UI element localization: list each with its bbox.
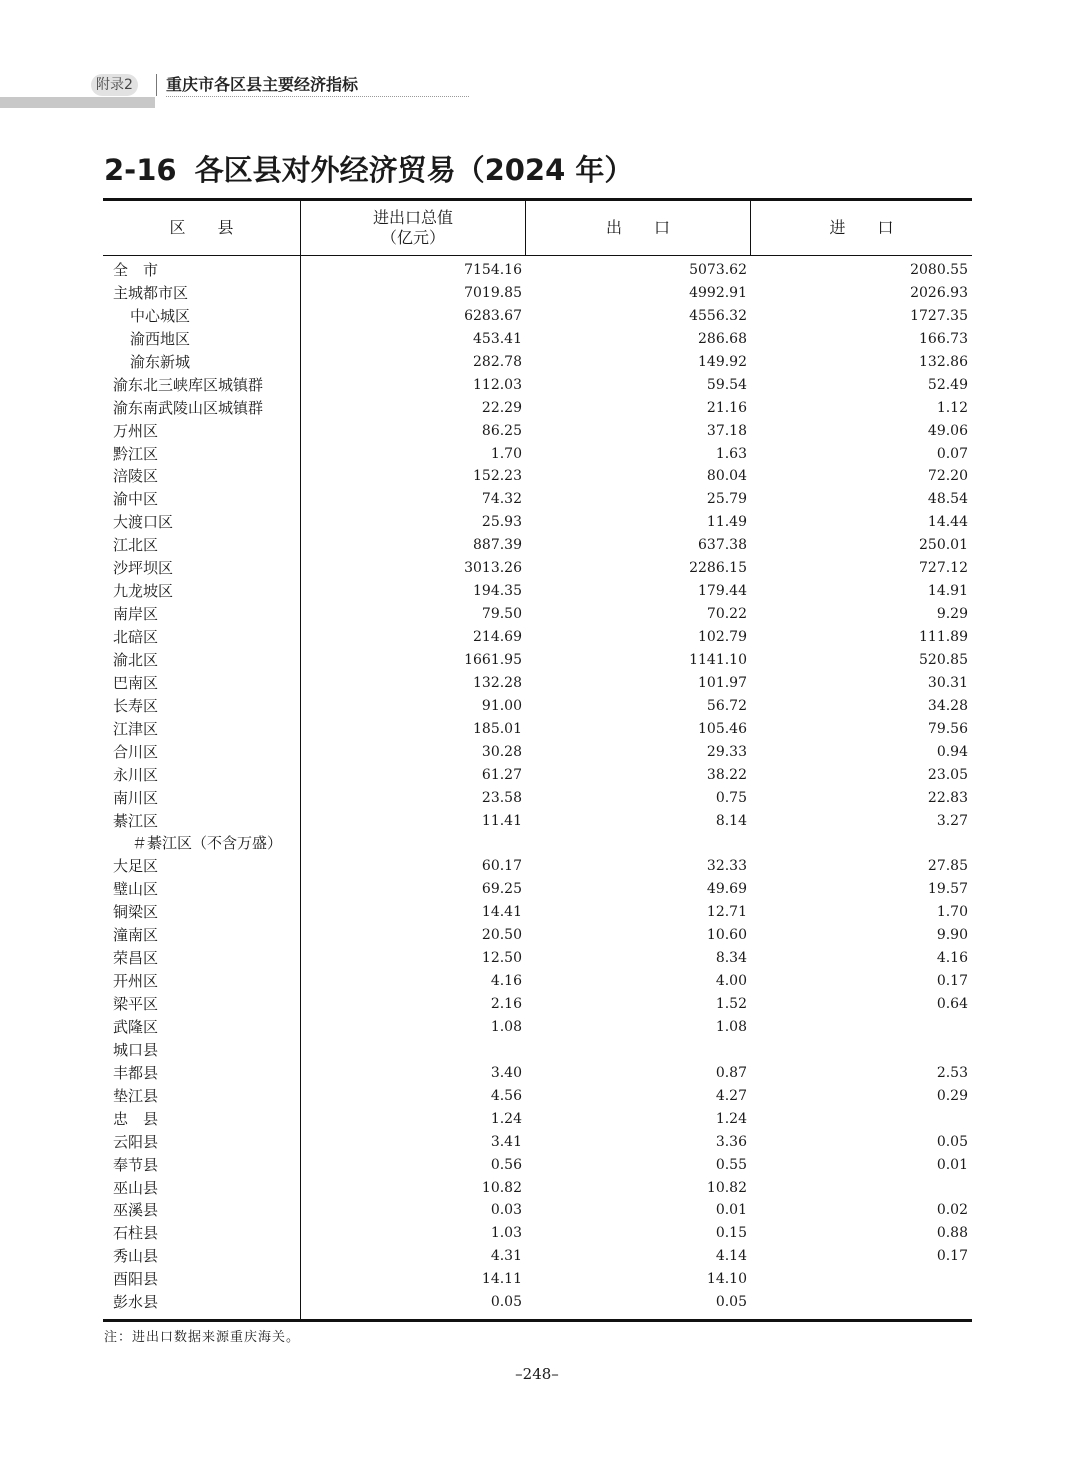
table-row xyxy=(301,511,972,534)
export-value: 149.92 xyxy=(698,353,747,370)
total-value: 132.28 xyxy=(473,674,522,691)
total-value: 112.03 xyxy=(473,376,522,393)
value-rows xyxy=(301,256,972,1319)
table-row xyxy=(301,1085,972,1108)
district-name: 垫江县 xyxy=(113,1086,159,1105)
page-number: –248– xyxy=(515,1365,559,1383)
total-value: 60.17 xyxy=(481,858,522,875)
total-value: 1.70 xyxy=(490,445,522,462)
district-name: 开州区 xyxy=(113,972,159,991)
import-value: 0.02 xyxy=(936,1202,968,1219)
export-value: 0.75 xyxy=(715,789,747,806)
total-value: 20.50 xyxy=(481,927,522,944)
appendix-badge: 附录2 xyxy=(91,74,138,96)
export-value: 10.60 xyxy=(706,927,747,944)
total-value: 194.35 xyxy=(473,583,522,600)
export-value: 286.68 xyxy=(698,330,747,347)
export-value: 21.16 xyxy=(706,399,747,416)
district-name: 南岸区 xyxy=(113,605,159,624)
import-value: 1.70 xyxy=(936,904,968,921)
total-value: 0.05 xyxy=(490,1294,522,1311)
total-value: 214.69 xyxy=(473,629,522,645)
export-value: 4.27 xyxy=(715,1087,747,1104)
table-row xyxy=(301,1131,972,1154)
total-value: 3.40 xyxy=(490,1064,522,1081)
import-value: 9.29 xyxy=(936,606,968,623)
table-row xyxy=(301,810,972,833)
total-value: 282.78 xyxy=(473,353,522,370)
export-value: 56.72 xyxy=(706,697,747,714)
import-value: 0.01 xyxy=(936,1156,968,1173)
export-value: 1.08 xyxy=(715,1018,747,1035)
table-row xyxy=(301,443,972,466)
import-value: 0.29 xyxy=(936,1087,968,1104)
table-row xyxy=(301,947,972,970)
export-value: 1.24 xyxy=(715,1110,747,1127)
district-name: 渝北区 xyxy=(113,650,159,669)
total-value: 23.58 xyxy=(481,789,522,806)
trade-table xyxy=(103,198,972,1322)
district-name: 中心城区 xyxy=(130,306,191,325)
table-row xyxy=(301,1039,972,1062)
total-value: 6283.67 xyxy=(464,307,522,324)
import-value: 166.73 xyxy=(919,330,968,347)
import-value: 3.27 xyxy=(936,812,968,829)
export-value: 10.82 xyxy=(706,1179,747,1196)
export-value: 4.14 xyxy=(715,1248,747,1265)
table-row xyxy=(301,832,972,855)
district-name: 武隆区 xyxy=(113,1017,159,1036)
export-value: 29.33 xyxy=(706,743,747,760)
table-header xyxy=(103,201,972,256)
table-row xyxy=(301,1062,972,1085)
table-row xyxy=(301,855,972,878)
table-bottom-rule xyxy=(103,1319,972,1322)
district-name: 全 市 xyxy=(113,261,159,279)
table-row xyxy=(301,1177,972,1200)
export-value: 11.49 xyxy=(706,514,747,531)
total-value: 1.24 xyxy=(490,1110,522,1127)
export-value: 4992.91 xyxy=(689,284,747,301)
total-value: 25.93 xyxy=(481,514,522,531)
export-value: 3.36 xyxy=(715,1133,747,1150)
district-name: 涪陵区 xyxy=(113,467,159,486)
table-row xyxy=(301,328,972,351)
table-row xyxy=(301,718,972,741)
export-value: 1.52 xyxy=(715,996,747,1012)
district-name: 忠 县 xyxy=(113,1109,159,1128)
export-value: 70.22 xyxy=(706,606,747,623)
import-value: 34.28 xyxy=(927,697,968,714)
table-body xyxy=(103,256,972,1319)
header-dotted-rule xyxy=(166,96,469,97)
table-row xyxy=(301,1268,972,1291)
export-value: 1.63 xyxy=(715,445,747,462)
table-row xyxy=(301,397,972,420)
table-row xyxy=(301,374,972,397)
total-value: 2.16 xyxy=(490,996,522,1012)
table-row xyxy=(301,420,972,443)
total-value: 30.28 xyxy=(481,743,522,760)
export-value: 25.79 xyxy=(706,491,747,508)
total-value: 1.03 xyxy=(490,1225,522,1242)
total-value: 7154.16 xyxy=(464,262,522,278)
district-name: 巴南区 xyxy=(113,673,159,692)
table-row xyxy=(301,741,972,764)
col-header-total-label: 进出口总值 xyxy=(372,208,453,227)
col-header-total xyxy=(301,201,526,255)
district-name: 潼南区 xyxy=(113,926,159,945)
district-name: 永川区 xyxy=(113,765,159,784)
district-name: 北碚区 xyxy=(113,628,159,646)
export-value: 12.71 xyxy=(706,904,747,921)
table-row xyxy=(301,603,972,626)
export-value: 179.44 xyxy=(698,583,747,600)
total-value: 69.25 xyxy=(481,881,522,898)
export-value: 59.54 xyxy=(706,376,747,393)
total-value: 1.08 xyxy=(490,1018,522,1035)
district-name: 沙坪坝区 xyxy=(113,559,174,578)
import-value: 111.89 xyxy=(919,629,968,645)
export-value: 80.04 xyxy=(706,468,747,485)
import-value: 0.05 xyxy=(936,1133,968,1150)
district-name: 黔江区 xyxy=(113,444,159,463)
total-value: 14.41 xyxy=(481,904,522,921)
import-value: 0.88 xyxy=(936,1225,968,1242)
district-name: 巫溪县 xyxy=(113,1201,159,1220)
table-row xyxy=(301,924,972,947)
table-row xyxy=(301,1154,972,1177)
export-value: 2286.15 xyxy=(689,560,747,577)
table-row xyxy=(301,557,972,580)
table-row xyxy=(301,1108,972,1131)
import-value: 2.53 xyxy=(936,1064,968,1081)
total-value: 12.50 xyxy=(481,950,522,967)
export-value: 4.00 xyxy=(715,973,747,990)
total-value: 14.11 xyxy=(481,1271,522,1288)
export-value: 0.01 xyxy=(715,1202,747,1219)
total-value: 10.82 xyxy=(481,1179,522,1196)
total-value: 61.27 xyxy=(481,766,522,783)
export-value: 37.18 xyxy=(706,422,747,439)
export-value: 1141.10 xyxy=(689,651,747,668)
import-value: 23.05 xyxy=(927,766,968,783)
import-value: 4.16 xyxy=(936,950,968,967)
district-name: 巫山县 xyxy=(113,1178,159,1197)
total-value: 887.39 xyxy=(473,537,522,554)
import-value: 2026.93 xyxy=(910,284,968,301)
total-value: 79.50 xyxy=(481,606,522,623)
export-value: 102.79 xyxy=(698,629,747,645)
total-value: 3.41 xyxy=(490,1133,522,1150)
table-row xyxy=(301,878,972,901)
district-name: 城口县 xyxy=(113,1040,159,1059)
col-header-total-unit: （亿元） xyxy=(380,228,445,247)
table-title xyxy=(104,150,633,190)
col-header-district: 区 县 xyxy=(103,201,301,255)
import-value: 250.01 xyxy=(919,537,968,554)
total-value: 185.01 xyxy=(473,720,522,737)
district-name: 荣昌区 xyxy=(113,949,159,968)
district-name: 铜梁区 xyxy=(113,903,159,922)
total-value: 74.32 xyxy=(481,491,522,508)
table-row xyxy=(301,305,972,328)
export-value: 32.33 xyxy=(706,858,747,875)
import-value: 0.17 xyxy=(936,973,968,990)
district-name: 云阳县 xyxy=(113,1132,159,1151)
table-row xyxy=(301,465,972,488)
district-name: 渝东南武陵山区城镇群 xyxy=(113,398,264,417)
district-name: 彭水县 xyxy=(113,1293,159,1312)
export-value: 101.97 xyxy=(698,674,747,691)
import-value: 2080.55 xyxy=(910,262,968,278)
col-header-import: 进 口 xyxy=(829,218,894,237)
export-value: 4556.32 xyxy=(689,307,747,324)
table-row xyxy=(301,626,972,649)
total-value: 22.29 xyxy=(481,399,522,416)
table-row xyxy=(301,282,972,305)
import-value: 1.12 xyxy=(936,399,968,416)
import-value: 22.83 xyxy=(927,789,968,806)
district-name: 渝东新城 xyxy=(130,352,191,371)
import-value: 79.56 xyxy=(927,720,968,737)
district-name: 合川区 xyxy=(113,742,159,761)
district-name: 南川区 xyxy=(113,788,159,807)
source-note: 注：进出口数据来源重庆海关。 xyxy=(104,1330,301,1345)
total-value: 453.41 xyxy=(473,330,522,347)
table-row xyxy=(301,259,972,282)
district-name: 綦江区 xyxy=(113,811,159,830)
import-value: 520.85 xyxy=(919,651,968,668)
district-name: 梁平区 xyxy=(113,995,159,1013)
export-value: 0.55 xyxy=(715,1156,747,1173)
header-band xyxy=(0,97,155,108)
export-value: 5073.62 xyxy=(689,262,747,278)
import-value: 27.85 xyxy=(927,858,968,875)
export-value: 38.22 xyxy=(706,766,747,783)
import-value: 0.64 xyxy=(936,996,968,1012)
district-name: 渝东北三峡库区城镇群 xyxy=(113,375,264,394)
table-row xyxy=(301,672,972,695)
district-name: 万州区 xyxy=(113,421,159,440)
district-name: 主城都市区 xyxy=(113,283,189,302)
table-row xyxy=(301,649,972,672)
district-name: 丰都县 xyxy=(113,1063,159,1082)
import-value: 132.86 xyxy=(919,353,968,370)
table-row xyxy=(301,1199,972,1222)
header-separator xyxy=(156,74,157,96)
district-name: 江津区 xyxy=(113,719,159,738)
export-value: 105.46 xyxy=(698,720,747,737)
table-row xyxy=(301,580,972,603)
district-name: ＃綦江区（不含万盛） xyxy=(132,834,283,853)
total-value: 4.16 xyxy=(490,973,522,990)
district-name: 渝西地区 xyxy=(130,329,191,348)
total-value: 4.56 xyxy=(490,1087,522,1104)
total-value: 0.56 xyxy=(490,1156,522,1173)
import-value: 1727.35 xyxy=(910,307,968,324)
col-header-export: 出 口 xyxy=(526,201,751,255)
export-value: 0.05 xyxy=(715,1294,747,1311)
export-value: 14.10 xyxy=(706,1271,747,1288)
table-row xyxy=(301,1222,972,1245)
district-name: 璧山区 xyxy=(113,880,159,899)
table-row xyxy=(301,534,972,557)
table-row xyxy=(301,1291,972,1314)
table-number: 2-16 xyxy=(104,153,177,187)
district-name: 长寿区 xyxy=(113,696,159,715)
export-value: 8.34 xyxy=(715,950,747,967)
export-value: 637.38 xyxy=(698,537,747,554)
table-row xyxy=(301,1245,972,1268)
district-name: 秀山县 xyxy=(113,1247,159,1266)
district-name: 九龙坡区 xyxy=(113,582,174,601)
total-value: 7019.85 xyxy=(464,284,522,301)
total-value: 86.25 xyxy=(481,422,522,439)
district-name-column xyxy=(103,256,301,1319)
district-name: 酉阳县 xyxy=(113,1270,159,1289)
table-row xyxy=(301,787,972,810)
table-row xyxy=(301,1016,972,1039)
import-value: 14.44 xyxy=(927,514,968,531)
total-value: 3013.26 xyxy=(464,560,522,577)
district-name: 大足区 xyxy=(113,857,159,876)
total-value: 1661.95 xyxy=(464,651,522,668)
district-name: 大渡口区 xyxy=(113,513,174,532)
import-value: 30.31 xyxy=(927,674,968,691)
export-value: 0.87 xyxy=(715,1064,747,1081)
district-name: 石柱县 xyxy=(113,1224,159,1243)
total-value: 152.23 xyxy=(473,468,522,485)
export-value: 49.69 xyxy=(706,881,747,898)
import-value: 9.90 xyxy=(936,927,968,944)
district-name: 奉节县 xyxy=(113,1155,159,1174)
import-value: 727.12 xyxy=(919,560,968,577)
import-value: 48.54 xyxy=(927,491,968,508)
import-value: 0.94 xyxy=(936,743,968,760)
district-name: 江北区 xyxy=(113,536,159,555)
total-value: 0.03 xyxy=(490,1202,522,1219)
import-value: 0.07 xyxy=(936,445,968,462)
import-value: 19.57 xyxy=(927,881,968,898)
import-value: 0.17 xyxy=(936,1248,968,1265)
export-value: 8.14 xyxy=(715,812,747,829)
table-row xyxy=(301,488,972,511)
table-row xyxy=(301,695,972,718)
import-value: 72.20 xyxy=(927,468,968,485)
table-row xyxy=(301,351,972,374)
total-value: 91.00 xyxy=(481,697,522,714)
table-title-text: 各区县对外经济贸易（2024 年） xyxy=(194,153,634,187)
total-value: 11.41 xyxy=(481,812,522,829)
total-value: 4.31 xyxy=(490,1248,522,1265)
import-value: 52.49 xyxy=(927,376,968,393)
table-row xyxy=(301,901,972,924)
import-value: 14.91 xyxy=(927,583,968,600)
import-value: 49.06 xyxy=(927,422,968,439)
section-title: 重庆市各区县主要经济指标 xyxy=(166,75,359,94)
export-value: 0.15 xyxy=(715,1225,747,1242)
table-row xyxy=(301,993,972,1016)
district-name: 渝中区 xyxy=(113,490,159,509)
table-row xyxy=(301,970,972,993)
table-row xyxy=(301,764,972,787)
